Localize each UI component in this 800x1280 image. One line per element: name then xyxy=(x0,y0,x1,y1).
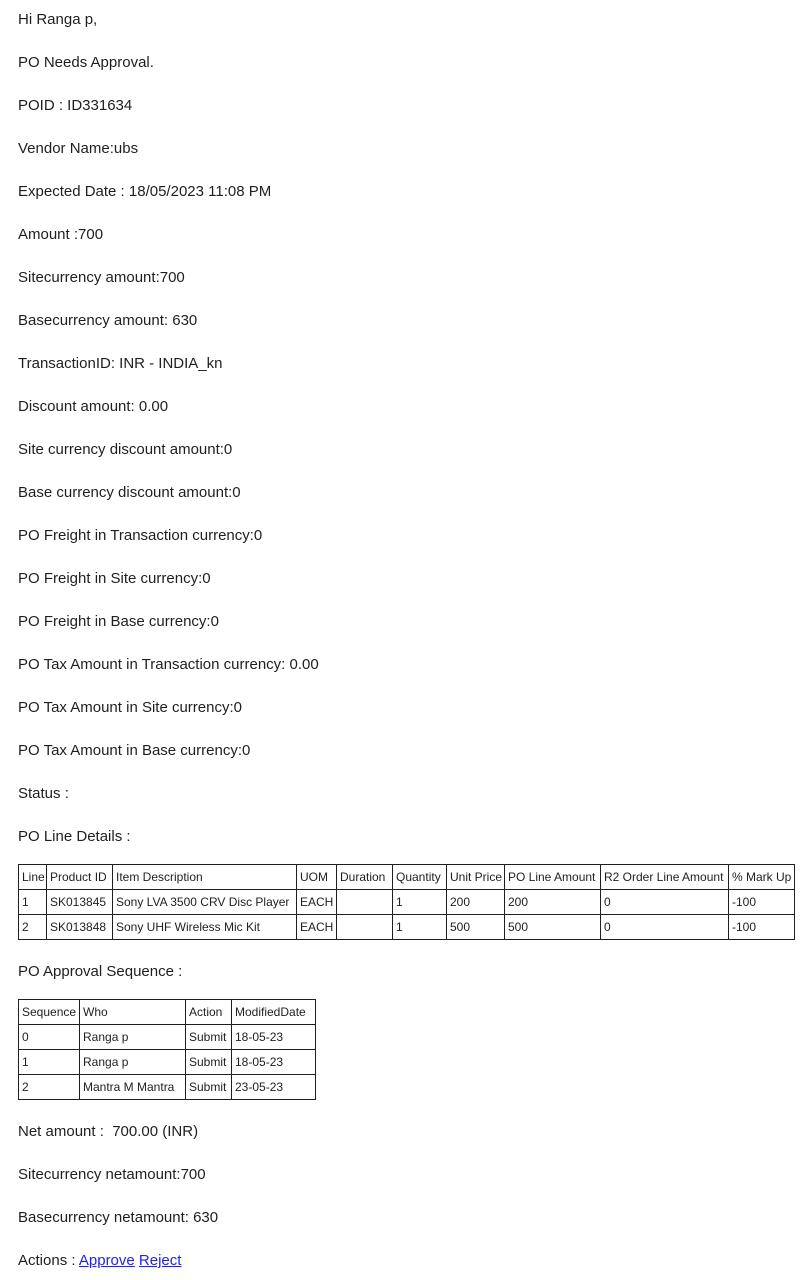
cell: Ranga p xyxy=(80,1025,186,1050)
greeting-line: Hi Ranga p, xyxy=(18,11,98,28)
cell: 18-05-23 xyxy=(232,1050,316,1075)
col-header-uom: UOM xyxy=(297,865,337,890)
cell: 500 xyxy=(505,915,601,940)
cell: Submit xyxy=(186,1075,232,1100)
cell: Mantra M Mantra xyxy=(80,1075,186,1100)
field-expected-date: Expected Date : 18/05/2023 11:08 PM xyxy=(18,183,272,200)
cell: Sony LVA 3500 CRV Disc Player xyxy=(113,890,297,915)
col-header-duration: Duration xyxy=(337,865,393,890)
cell: 0 xyxy=(601,890,729,915)
cell: 200 xyxy=(505,890,601,915)
status-line: Status : xyxy=(18,785,69,802)
col-header-unit-price: Unit Price xyxy=(447,865,505,890)
cell: Submit xyxy=(186,1050,232,1075)
field-net-amount: Net amount : 700.00 (INR) xyxy=(18,1123,199,1140)
cell: -100 xyxy=(729,915,795,940)
field-discount-amount: Discount amount: 0.00 xyxy=(18,398,169,415)
cell: Ranga p xyxy=(80,1050,186,1075)
po-approval-sequence-heading: PO Approval Sequence : xyxy=(18,963,183,980)
table-row xyxy=(19,890,795,915)
cell: 2 xyxy=(19,1075,80,1100)
cell: 1 xyxy=(19,1050,80,1075)
field-poid: POID : ID331634 xyxy=(18,97,133,114)
table-row xyxy=(19,1075,316,1100)
field-base-currency-discount: Base currency discount amount:0 xyxy=(18,484,241,501)
field-basecurrency-amount: Basecurrency amount: 630 xyxy=(18,312,198,329)
field-sitecurrency-amount: Sitecurrency amount:700 xyxy=(18,269,185,286)
cell: -100 xyxy=(729,890,795,915)
po-line-header-row xyxy=(19,865,795,890)
col-header-r2-order-line-amount: R2 Order Line Amount xyxy=(601,865,729,890)
actions-label: Actions : xyxy=(18,1252,76,1269)
col-header-sequence: Sequence xyxy=(19,1000,80,1025)
approve-link[interactable]: Approve xyxy=(78,1252,135,1269)
col-header-product-id: Product ID xyxy=(47,865,113,890)
col-header-item-description: Item Description xyxy=(113,865,297,890)
cell: 500 xyxy=(447,915,505,940)
cell xyxy=(337,890,393,915)
cell: SK013845 xyxy=(47,890,113,915)
field-po-freight-base: PO Freight in Base currency:0 xyxy=(18,613,219,630)
field-po-tax-site: PO Tax Amount in Site currency:0 xyxy=(18,699,242,716)
po-line-table xyxy=(18,864,795,940)
cell: 0 xyxy=(19,1025,80,1050)
reject-link[interactable]: Reject xyxy=(138,1252,182,1269)
table-row xyxy=(19,915,795,940)
actions-line xyxy=(18,1253,782,1269)
approval-message: PO Needs Approval. xyxy=(18,54,154,71)
approval-sequence-table xyxy=(18,999,316,1100)
col-header-modified-date: ModifiedDate xyxy=(232,1000,316,1025)
field-transaction-id: TransactionID: INR - INDIA_kn xyxy=(18,355,223,372)
cell xyxy=(337,915,393,940)
field-po-tax-transaction: PO Tax Amount in Transaction currency: 0.00 xyxy=(18,656,319,673)
cell: 23-05-23 xyxy=(232,1075,316,1100)
approval-header-row xyxy=(19,1000,316,1025)
field-po-freight-transaction: PO Freight in Transaction currency:0 xyxy=(18,527,263,544)
cell: 2 xyxy=(19,915,47,940)
cell: 0 xyxy=(601,915,729,940)
field-amount: Amount :700 xyxy=(18,226,104,243)
cell: 200 xyxy=(447,890,505,915)
cell: 18-05-23 xyxy=(232,1025,316,1050)
col-header-action: Action xyxy=(186,1000,232,1025)
field-po-freight-site: PO Freight in Site currency:0 xyxy=(18,570,211,587)
col-header-mark-up: % Mark Up xyxy=(729,865,795,890)
cell: EACH xyxy=(297,890,337,915)
cell: 1 xyxy=(19,890,47,915)
cell: 1 xyxy=(393,915,447,940)
field-basecurrency-netamount: Basecurrency netamount: 630 xyxy=(18,1209,219,1226)
col-header-line: Line xyxy=(19,865,47,890)
col-header-who: Who xyxy=(80,1000,186,1025)
po-line-details-heading: PO Line Details : xyxy=(18,828,131,845)
cell: Submit xyxy=(186,1025,232,1050)
table-row xyxy=(19,1025,316,1050)
cell: SK013848 xyxy=(47,915,113,940)
field-po-tax-base: PO Tax Amount in Base currency:0 xyxy=(18,742,251,759)
cell: EACH xyxy=(297,915,337,940)
col-header-quantity: Quantity xyxy=(393,865,447,890)
field-site-currency-discount: Site currency discount amount:0 xyxy=(18,441,233,458)
table-row xyxy=(19,1050,316,1075)
col-header-po-line-amount: PO Line Amount xyxy=(505,865,601,890)
field-sitecurrency-netamount: Sitecurrency netamount:700 xyxy=(18,1166,206,1183)
cell: 1 xyxy=(393,890,447,915)
cell: Sony UHF Wireless Mic Kit xyxy=(113,915,297,940)
field-vendor-name: Vendor Name:ubs xyxy=(18,140,139,157)
